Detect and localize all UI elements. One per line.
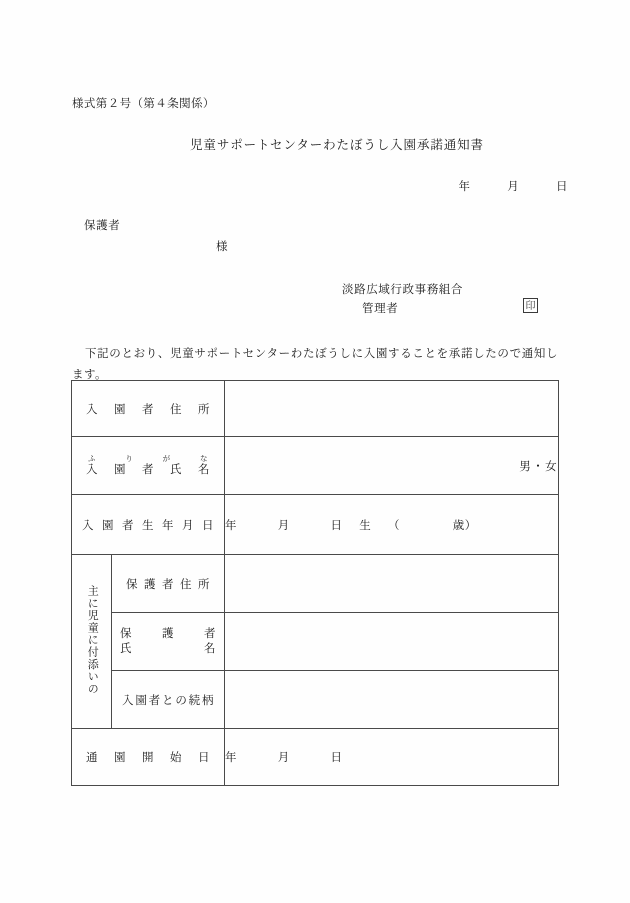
value-enrollee-birthdate[interactable] xyxy=(225,495,559,555)
label-enrollee-birthdate: 入園者生年月日 xyxy=(72,495,225,555)
document-title: 児童サポートセンターわたぼうし入園承諾通知書 xyxy=(190,138,484,152)
issue-date-line xyxy=(459,178,569,194)
start-day: 日 xyxy=(330,752,343,764)
value-guardian-relationship[interactable] xyxy=(225,671,559,729)
issue-date-month: 月 xyxy=(507,181,520,193)
label-guardian-name-line2: 氏名 xyxy=(120,642,216,655)
body-paragraph: 下記のとおり、児童サポートセンターわたぼうしに入園することを承諾したので通知します。 xyxy=(72,348,558,381)
addressee-honorific: 様 xyxy=(216,241,229,253)
table-row-enrollee-birthdate xyxy=(72,495,559,555)
value-guardian-address[interactable] xyxy=(225,555,559,613)
start-month: 月 xyxy=(277,752,290,764)
table-row-guardian-name xyxy=(72,613,559,671)
label-guardian-group-vertical: 主に児童に付添いの xyxy=(72,555,112,729)
table-row-guardian-address xyxy=(72,555,559,613)
label-enrollee-name xyxy=(72,437,225,495)
start-year: 年 xyxy=(225,752,237,764)
gender-options[interactable]: 男・女 xyxy=(519,460,558,473)
issue-date-year: 年 xyxy=(458,181,471,193)
value-enrollee-name-gender[interactable] xyxy=(225,437,559,495)
label-enrollee-name-main: 入園者氏名 xyxy=(86,463,210,476)
label-guardian-name xyxy=(112,613,225,671)
issue-date-day: 日 xyxy=(556,181,568,193)
birth-born-suffix: 生 xyxy=(359,519,372,532)
table-row-enrollee-name xyxy=(72,437,559,495)
age-paren-open: （ xyxy=(388,519,400,532)
age-unit: 歳） xyxy=(452,519,477,532)
addressee-label: 保護者 xyxy=(84,220,121,232)
birth-month: 月 xyxy=(277,519,290,532)
issuer-organization: 淡路広域行政事務組合 xyxy=(342,284,463,296)
label-start-date: 通園開始日 xyxy=(72,729,225,786)
seal-stamp-icon: 印 xyxy=(523,298,538,313)
label-guardian-relationship: 入園者との続柄 xyxy=(112,671,225,729)
table-row-start-date xyxy=(72,729,559,786)
label-guardian-address: 保護者住所 xyxy=(112,555,225,613)
label-enrollee-name-furigana: ふりがな xyxy=(88,454,208,463)
value-start-date[interactable] xyxy=(225,729,559,786)
value-enrollee-address[interactable] xyxy=(225,381,559,437)
issuer-role: 管理者 xyxy=(362,303,399,315)
label-enrollee-address: 入園者住所 xyxy=(72,381,225,437)
table-row-guardian-relationship xyxy=(72,671,559,729)
birth-day: 日 xyxy=(330,519,343,532)
birth-year: 年 xyxy=(225,519,237,532)
entry-form-table xyxy=(71,380,559,786)
form-number: 様式第２号（第４条関係） xyxy=(72,98,215,110)
value-guardian-name[interactable] xyxy=(225,613,559,671)
table-row-enrollee-address xyxy=(72,381,559,437)
label-guardian-name-line1: 保護者 xyxy=(120,627,216,640)
